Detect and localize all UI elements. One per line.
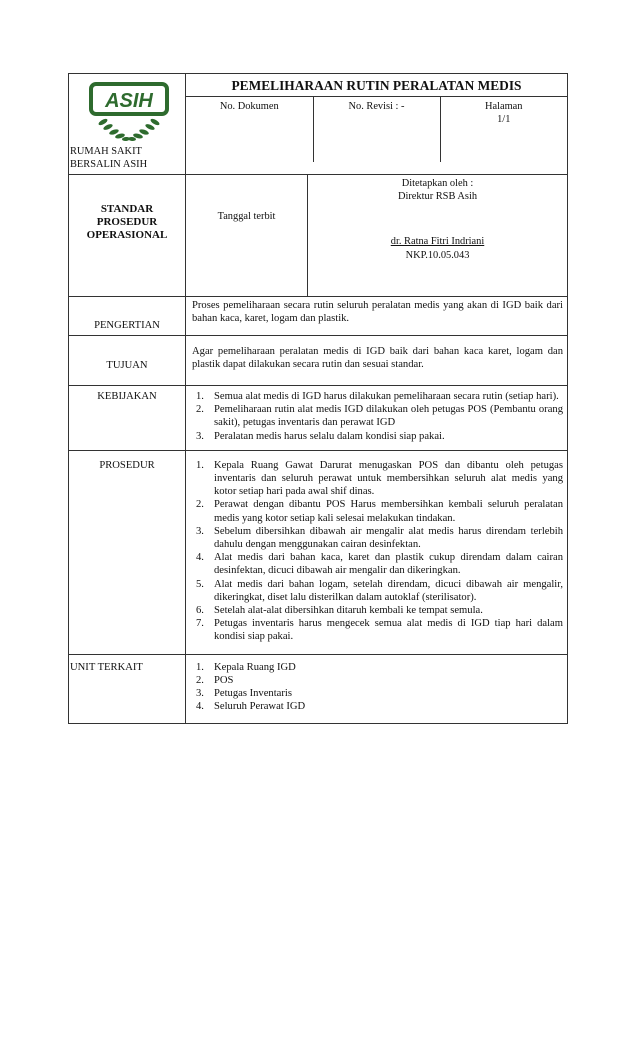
prosedur-content xyxy=(186,450,568,654)
tujuan-label: TUJUAN xyxy=(106,359,148,371)
revision-cell xyxy=(313,97,440,163)
list-item xyxy=(192,403,563,429)
logo-text: ASIH xyxy=(105,90,153,112)
unit-terkait-content xyxy=(186,654,568,724)
list-item xyxy=(192,604,563,617)
list-item-text: Seluruh Perawat IGD xyxy=(214,701,306,713)
list-item-text: Kepala Ruang Gawat Darurat menugaskan POS dan dibantu oleh petugas inventaris dan seluruh perawat untuk membersihkan seluruh alat medis yang kotor setiap hari pada awal shif dinas. xyxy=(214,459,563,498)
list-item xyxy=(192,525,563,551)
list-item-number: 5. xyxy=(196,578,204,590)
director-title: Direktur RSB Asih xyxy=(397,191,478,203)
list-item-text: Kepala Ruang IGD xyxy=(214,661,296,673)
list-item-number: 1. xyxy=(196,661,204,673)
list-item xyxy=(192,617,563,643)
sop-approval-cell xyxy=(186,175,568,297)
page-cell xyxy=(440,97,567,163)
list-item xyxy=(192,661,563,674)
kebijakan-label-cell xyxy=(69,386,186,451)
pengertian-label: PENGERTIAN xyxy=(94,319,160,331)
hospital-name xyxy=(70,145,147,171)
sop-document xyxy=(68,73,568,724)
list-item xyxy=(192,430,563,443)
hospital-logo xyxy=(89,82,169,146)
list-item-number: 3. xyxy=(196,525,204,537)
sop-label-cell xyxy=(69,175,186,297)
list-item-text: Petugas Inventaris xyxy=(214,688,292,700)
list-item-number: 1. xyxy=(196,391,204,402)
doc-number-cell xyxy=(186,97,313,163)
list-item-number: 2. xyxy=(196,404,204,416)
issue-date-label: Tanggal terbit xyxy=(217,211,276,222)
unit-terkait-label-cell xyxy=(69,654,186,724)
page-label: Halaman xyxy=(484,101,523,113)
doc-number-label: No. Dokumen xyxy=(219,101,279,113)
list-item-number: 2. xyxy=(196,499,204,511)
unit-terkait-list xyxy=(192,661,563,714)
list-item-number: 1. xyxy=(196,459,204,471)
list-item-number: 7. xyxy=(196,618,204,630)
list-item xyxy=(192,687,563,700)
sop-approval-table xyxy=(186,175,567,296)
tujuan-label-cell xyxy=(69,336,186,386)
list-item xyxy=(192,674,563,687)
list-item-text: Sebelum dibersihkan dibawah air mengalir alat medis harus direndam terlebih dahulu dengan menggunakan cairan desinfektan. xyxy=(214,525,563,551)
list-item xyxy=(192,498,563,524)
list-item-text: Peralatan medis harus selalu dalam kondisi siap pakai. xyxy=(214,430,445,442)
list-item-text: Pemeliharaan rutin alat medis IGD dilakukan oleh petugas POS (Pembantu orang sakit), petugas inventaris dan perawat IGD xyxy=(214,404,563,429)
revision-label: No. Revisi : - xyxy=(348,101,405,113)
unit-terkait-label: UNIT TERKAIT xyxy=(70,661,143,673)
approval-cell xyxy=(308,175,568,296)
sop-label-line1: STANDAR xyxy=(100,203,154,215)
list-item-number: 4. xyxy=(196,701,204,713)
sop-label-line2: PROSEDUR xyxy=(96,216,158,229)
list-item-text: Petugas inventaris harus mengecek semua alat medis di IGD tiap hari dalam kondisi siap pakai. xyxy=(214,618,563,643)
hospital-identity-cell xyxy=(69,74,186,175)
list-item-text: Semua alat medis di IGD harus dilakukan pemeliharaan secara rutin (setiap hari). xyxy=(214,391,559,402)
approved-by: Ditetapkan oleh : xyxy=(401,178,474,189)
page-value: 1/1 xyxy=(497,114,511,126)
prosedur-label: PROSEDUR xyxy=(99,459,155,471)
list-item-text: Perawat dengan dibantu POS Harus membersihkan kembali seluruh peralatan medis yang kotor setiap kali selesai melakukan tindakan. xyxy=(214,499,563,524)
hospital-name-line1: RUMAH SAKIT xyxy=(70,146,142,157)
signatory-name: dr. Ratna Fitri Indriani xyxy=(390,236,485,248)
tujuan-text: Agar pemeliharaan peralatan medis di IGD baik dari bahan kaca karet, logam dan plastik dapat dilakukan secara rutin dan sesuai standar. xyxy=(186,336,568,386)
sop-table xyxy=(68,73,568,724)
list-item xyxy=(192,700,563,713)
list-item-number: 2. xyxy=(196,674,204,686)
pengertian-label-cell xyxy=(69,297,186,336)
kebijakan-label: KEBIJAKAN xyxy=(97,391,157,402)
list-item-number: 4. xyxy=(196,552,204,564)
document-title: PEMELIHARAAN RUTIN PERALATAN MEDIS xyxy=(231,78,522,93)
kebijakan-list xyxy=(192,390,563,443)
prosedur-list xyxy=(192,459,563,644)
list-item-number: 3. xyxy=(196,430,204,442)
list-item-number: 6. xyxy=(196,605,204,617)
sop-label xyxy=(69,175,185,243)
laurel-right-icon xyxy=(128,118,161,142)
list-item-text: POS xyxy=(214,674,234,686)
document-meta-table xyxy=(186,96,567,162)
hospital-name-line2: BERSALIN ASIH xyxy=(70,159,148,170)
pengertian-text: Proses pemeliharaan secara rutin seluruh peralatan medis yang akan di IGD baik dari bahan kaca, karet, logam dan plastik. xyxy=(186,297,568,336)
list-item-text: Alat medis dari bahan logam, setelah direndam, dicuci dibawah air mengalir, dikeringkat, diset lalu disterilkan dalam autoklaf (sterilisator). xyxy=(214,578,563,603)
issue-date-cell xyxy=(186,175,308,296)
document-header-cell xyxy=(186,74,568,175)
prosedur-label-cell xyxy=(69,450,186,654)
list-item-text: Setelah alat-alat dibersihkan ditaruh kembali ke tempat semula. xyxy=(214,605,483,617)
list-item xyxy=(192,390,563,403)
laurel-left-icon xyxy=(98,118,131,142)
list-item xyxy=(192,459,563,499)
list-item xyxy=(192,551,563,577)
kebijakan-content xyxy=(186,386,568,451)
sop-label-line3: OPERASIONAL xyxy=(86,229,168,242)
signatory-id: NKP.10.05.043 xyxy=(405,249,470,261)
list-item-number: 3. xyxy=(196,688,204,700)
list-item-text: Alat medis dari bahan kaca, karet dan plastik cukup direndam dalam cairan desinfektan, dicuci dibawah air mengalir dan dikeringkan. xyxy=(214,552,563,577)
list-item xyxy=(192,578,563,604)
